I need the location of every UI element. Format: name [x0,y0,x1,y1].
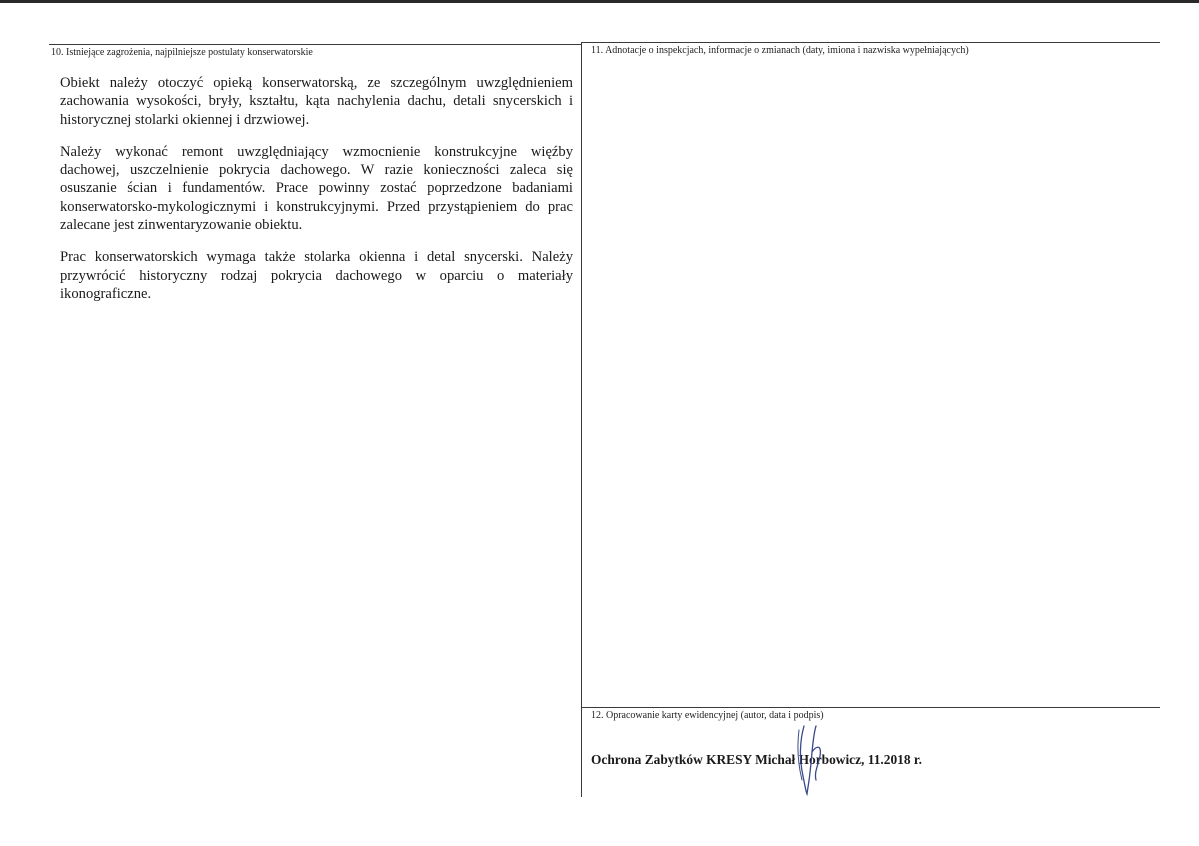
paragraph-3: Prac konserwatorskich wymaga także stolarka okienna i detal snycerski. Należy przywrócić historyczny rodzaj pokrycia dachowego w oparciu o materiały ikonograficzne. [60,249,573,302]
scan-top-edge [0,0,1199,3]
top-rule-left [49,44,582,45]
handwritten-signature [790,722,830,798]
column-divider [581,42,582,797]
section-10-body [60,74,573,317]
section-12-rule [582,707,1160,708]
paragraph-2: Należy wykonać remont uwzględniający wzmocnienie konstrukcyjne więźby dachowej, uszczelnienie pokrycia dachowego. W razie konieczności zaleca się osuszanie ścian i fundamentów. Prace powinny zostać poprzedzone badaniami konserwatorsko-mykologicznymi i konstrukcyjnymi. Przed przystąpieniem do prac zalecane jest zinwentaryzowanie obiektu. [60,143,573,234]
paragraph-1: Obiekt należy otoczyć opieką konserwatorską, ze szczególnym uwzględnieniem zachowania wysokości, bryły, kształtu, kąta nachylenia dachu, detali snycerskich i historycznej stolarki okiennej i drzwiowej. [60,75,573,128]
author-line: Ochrona Zabytków KRESY Michał Horbowicz, 11.2018 r. [591,752,922,767]
section-12-label: 12. Opracowanie karty ewidencyjnej (autor, data i podpis) [591,710,824,721]
section-11-label: 11. Adnotacje o inspekcjach, informacje o zmianach (daty, imiona i nazwiska wypełniających) [591,45,969,56]
section-10-label: 10. Istniejące zagrożenia, najpilniejsze postulaty konserwatorskie [51,47,313,58]
top-rule-right [582,42,1160,43]
